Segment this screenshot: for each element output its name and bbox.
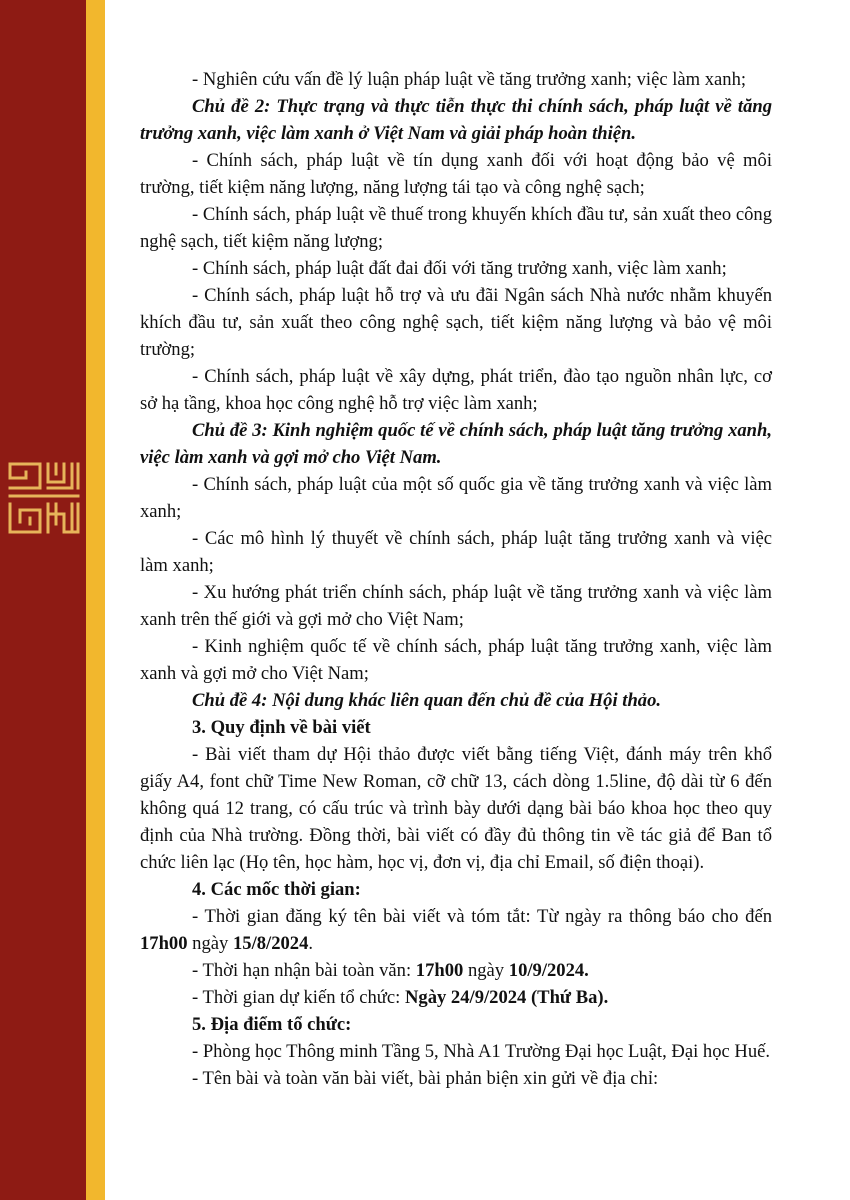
paragraph: - Kinh nghiệm quốc tế về chính sách, pháp luật tăng trưởng xanh, việc làm xanh và gợi mở cho Việt Nam; [140,636,772,684]
topic-2-heading: Chủ đề 2: Thực trạng và thực tiễn thực thi chính sách, pháp luật về tăng trưởng xanh, việc làm xanh ở Việt Nam và giải pháp hoàn thiện. [140,96,772,144]
left-gold-stripe [86,0,105,1200]
decorative-pattern-icon [6,458,82,538]
document-body [140,66,772,1092]
paragraph: - Xu hướng phát triển chính sách, pháp luật về tăng trưởng xanh và việc làm xanh trên thế giới và gợi mở cho Việt Nam; [140,582,772,630]
paragraph: - Nghiên cứu vấn đề lý luận pháp luật về tăng trưởng xanh; việc làm xanh; [192,69,747,90]
section-5-heading: 5. Địa điểm tổ chức: [192,1014,352,1035]
paragraph: - Chính sách, pháp luật về thuế trong khuyến khích đầu tư, sản xuất theo công nghệ sạch, tiết kiệm năng lượng; [140,204,772,252]
topic-4-heading: Chủ đề 4: Nội dung khác liên quan đến chủ đề của Hội thảo. [192,690,662,711]
venue: - Phòng học Thông minh Tầng 5, Nhà A1 Trường Đại học Luật, Đại học Huế. [192,1041,771,1062]
paragraph: - Chính sách, pháp luật của một số quốc gia về tăng trưởng xanh và việc làm xanh; [140,474,772,522]
paragraph: - Chính sách, pháp luật về xây dựng, phát triển, đào tạo nguồn nhân lực, cơ sở hạ tầng, khoa học công nghệ hỗ trợ việc làm xanh; [140,366,772,414]
paragraph: - Bài viết tham dự Hội thảo được viết bằng tiếng Việt, đánh máy trên khổ giấy A4, font chữ Time New Roman, cỡ chữ 13, cách dòng 1.5line, độ dài từ 6 đến không quá 12 trang, có cấu trúc và trình bày dưới dạng bài báo khoa học theo quy định của Nhà trường. Đồng thời, bài viết có đầy đủ thông tin về tác giả để Ban tổ chức liên lạc (Họ tên, học hàm, học vị, đơn vị, địa chỉ Email, số điện thoại). [140,744,772,873]
section-4-heading: 4. Các mốc thời gian: [192,879,361,900]
section-3-heading: 3. Quy định về bài viết [192,717,371,738]
paragraph: - Chính sách, pháp luật hỗ trợ và ưu đãi Ngân sách Nhà nước nhằm khuyến khích đầu tư, sản xuất theo công nghệ sạch, tiết kiệm năng lượng và bảo vệ môi trường; [140,285,772,360]
paragraph: - Tên bài và toàn văn bài viết, bài phản biện xin gửi về địa chỉ: [192,1068,659,1089]
event-date: - Thời gian dự kiến tổ chức: Ngày 24/9/2024 (Thứ Ba). [192,987,609,1008]
paragraph: - Chính sách, pháp luật về tín dụng xanh đối với hoạt động bảo vệ môi trường, tiết kiệm năng lượng, năng lượng tái tạo và công nghệ sạch; [140,150,772,198]
topic-3-heading: Chủ đề 3: Kinh nghiệm quốc tế về chính sách, pháp luật tăng trưởng xanh, việc làm xanh và gợi mở cho Việt Nam. [140,420,772,468]
paragraph: - Chính sách, pháp luật đất đai đối với tăng trưởng xanh, việc làm xanh; [192,258,727,279]
paragraph: - Các mô hình lý thuyết về chính sách, pháp luật tăng trưởng xanh và việc làm xanh; [140,528,772,576]
fulltext-deadline: - Thời hạn nhận bài toàn văn: 17h00 ngày 10/9/2024. [192,960,589,981]
left-red-band [0,0,86,1200]
registration-deadline: - Thời gian đăng ký tên bài viết và tóm tắt: Từ ngày ra thông báo cho đến 17h00 ngày 15/8/2024. [140,906,772,954]
